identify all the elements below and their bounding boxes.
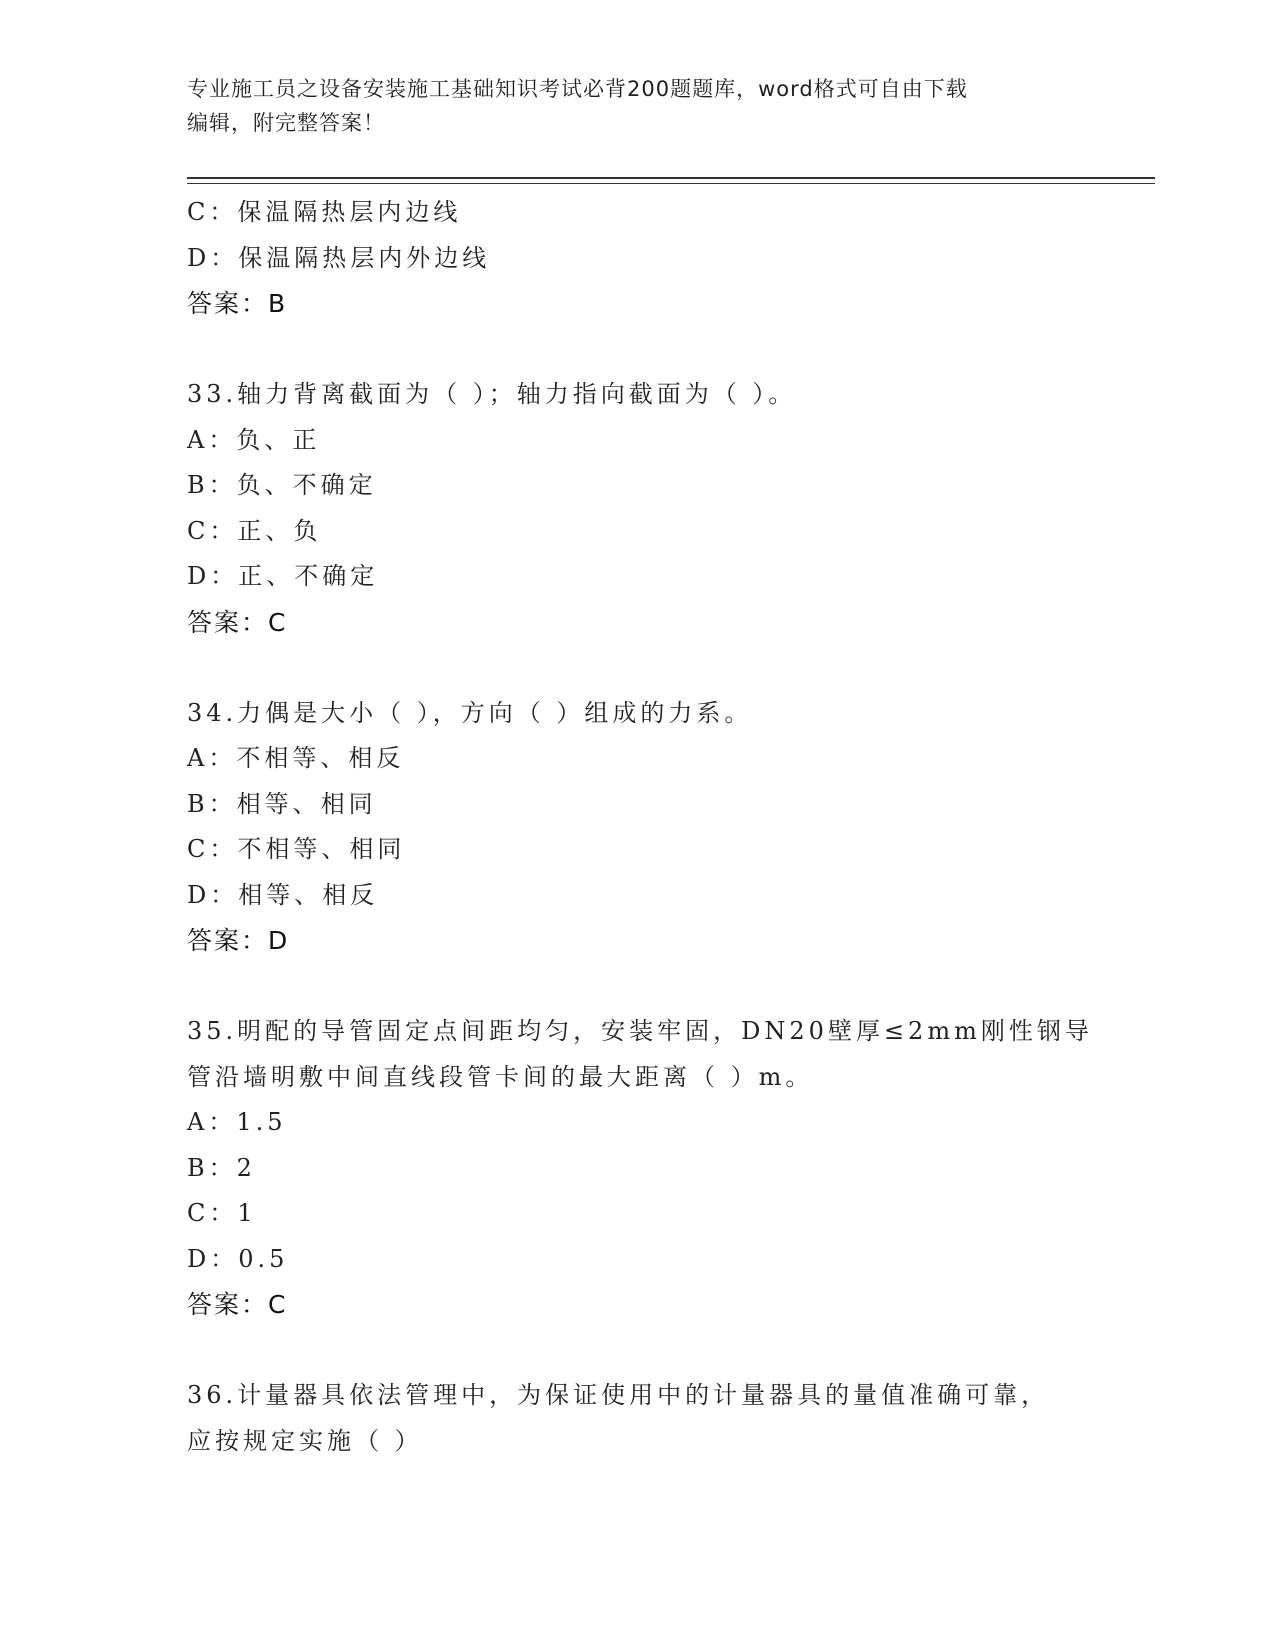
header-divider-thick xyxy=(187,177,1155,179)
option-c: C：正、负 xyxy=(187,516,322,545)
answer: 答案：C xyxy=(187,1290,288,1319)
option-d: D：0.5 xyxy=(187,1244,289,1273)
answer: 答案：B xyxy=(187,289,288,318)
question-33 xyxy=(187,372,1107,645)
header-title-line1: 专业施工员之设备安装施工基础知识考试必背200题题库，word格式可自由下载 xyxy=(187,77,968,101)
option-c: C：1 xyxy=(187,1199,257,1227)
option-d: D：保温隔热层内外边线 xyxy=(187,243,491,272)
question-36 xyxy=(187,1373,1107,1464)
option-d: D：相等、相反 xyxy=(187,880,379,909)
option-a: A：1.5 xyxy=(187,1108,287,1136)
option-a: A：负、正 xyxy=(187,425,321,454)
option-b: B：2 xyxy=(187,1153,256,1182)
option-d: D：正、不确定 xyxy=(187,562,379,590)
header-title-line2: 编辑，附完整答案！ xyxy=(187,111,385,135)
option-c: C：保温隔热层内边线 xyxy=(187,198,462,226)
header-divider-thin xyxy=(187,183,1155,184)
question-34 xyxy=(187,691,1107,964)
question-text-line1: 35.明配的导管固定点间距均匀，安装牢固，DN20壁厚≤2mm刚性钢导 xyxy=(187,1017,1093,1045)
question-35 xyxy=(187,1009,1107,1328)
option-b: B：相等、相同 xyxy=(187,789,377,818)
option-a: A：不相等、相反 xyxy=(187,744,405,772)
answer: 答案：C xyxy=(187,607,288,637)
question-text-line2: 管沿墙明敷中间直线段管卡间的最大距离（ ）m。 xyxy=(187,1062,814,1091)
question-32-tail xyxy=(187,190,1107,327)
document-body xyxy=(187,190,1107,1464)
question-text-line1: 36.计量器具依法管理中，为保证使用中的计量器具的量值准确可靠， xyxy=(187,1381,1050,1409)
question-text: 33.轴力背离截面为（ ）；轴力指向截面为（ ）。 xyxy=(187,380,797,408)
document-header xyxy=(187,72,1087,140)
option-c: C：不相等、相同 xyxy=(187,835,406,863)
answer: 答案：D xyxy=(187,926,290,955)
question-text-line2: 应按规定实施（ ） xyxy=(187,1426,423,1455)
option-b: B：负、不确定 xyxy=(187,471,377,499)
question-text: 34.力偶是大小（ ），方向（ ）组成的力系。 xyxy=(187,698,753,727)
